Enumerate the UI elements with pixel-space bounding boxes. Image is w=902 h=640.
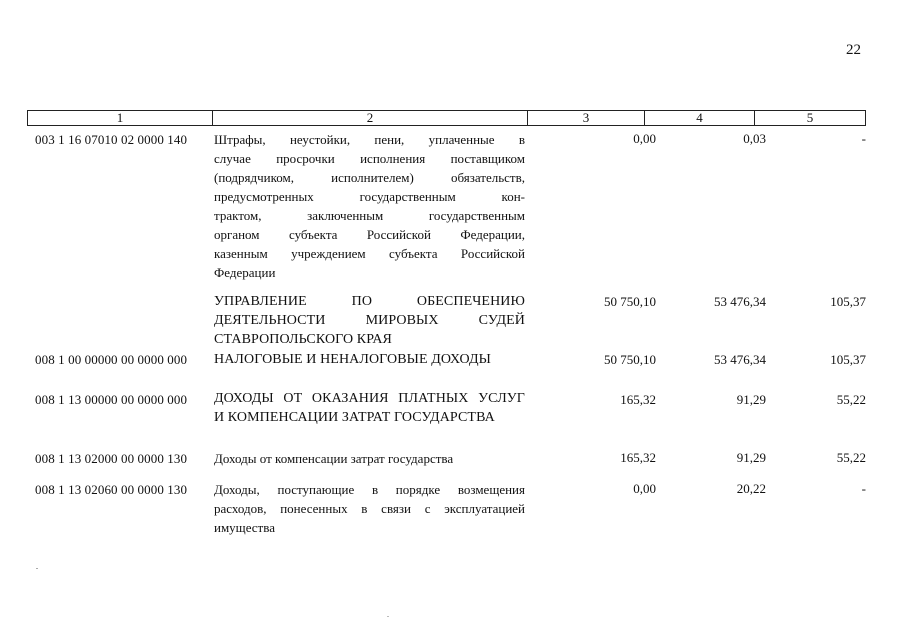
value-col-3: 0,00 [633,481,656,496]
description-line: СТАВРОПОЛЬСКОГО КРАЯ [214,332,392,347]
description-line: ДОХОДЫ ОТ ОКАЗАНИЯ ПЛАТНЫХ УСЛУГ [214,391,525,406]
description-line: органом субъекта Российской Федерации, [214,227,525,242]
header-col-4: 4 [645,111,755,125]
budget-code: 008 1 13 00000 00 0000 000 [35,392,188,407]
value-col-4: 20,22 [736,481,766,496]
row-description [214,449,525,468]
row-description [214,480,525,537]
description-line: ДЕЯТЕЛЬНОСТИ МИРОВЫХ СУДЕЙ [214,313,525,328]
description-line: случае просрочки исполнения поставщиком [214,151,525,166]
budget-code: 008 1 13 02060 00 0000 130 [35,482,188,497]
scan-speck [36,568,38,569]
budget-code: 003 1 16 07010 02 0000 140 [35,132,188,147]
page-number: 22 [846,42,861,58]
value-col-5: 105,37 [830,294,866,309]
description-line: Федерации [214,265,276,280]
description-line: И КОМПЕНСАЦИИ ЗАТРАТ ГОСУДАРСТВА [214,410,495,425]
description-line: Доходы, поступающие в порядке возмещения [214,482,525,497]
value-col-5: 105,37 [830,352,866,367]
row-description [214,389,525,427]
description-line: имущества [214,520,275,535]
value-col-3: 50 750,10 [604,352,656,367]
value-col-5: - [861,131,866,146]
value-col-5: 55,22 [836,450,866,465]
description-line: Доходы от компенсации затрат государства [214,451,454,466]
budget-code: 008 1 13 02000 00 0000 130 [35,451,188,466]
description-line: НАЛОГОВЫЕ И НЕНАЛОГОВЫЕ ДОХОДЫ [214,352,491,367]
row-description [214,350,525,369]
value-col-4: 53 476,34 [714,294,766,309]
description-line: расходов, понесенных в связи с эксплуатацией [214,501,525,516]
description-line: предусмотренных государственным кон- [214,189,525,204]
value-col-5: 55,22 [836,392,866,407]
header-col-3: 3 [528,111,645,125]
value-col-3: 165,32 [620,392,656,407]
value-col-4: 0,03 [743,131,766,146]
value-col-4: 91,29 [736,392,766,407]
scan-speck [387,616,389,617]
header-col-2: 2 [213,111,528,125]
budget-code: 008 1 00 00000 00 0000 000 [35,352,188,367]
description-line: (подрядчиком, исполнителем) обязательств, [214,170,525,185]
value-col-3: 165,32 [620,450,656,465]
value-col-4: 91,29 [736,450,766,465]
table-header [27,110,866,126]
header-col-1: 1 [28,111,213,125]
value-col-5: - [861,481,866,496]
description-line: УПРАВЛЕНИЕ ПО ОБЕСПЕЧЕНИЮ [214,294,525,309]
row-description [214,292,525,349]
value-col-3: 50 750,10 [604,294,656,309]
description-line: Штрафы, неустойки, пени, уплаченные в [214,132,525,147]
value-col-3: 0,00 [633,131,656,146]
header-col-5: 5 [806,110,814,125]
description-line: казенным учреждением субъекта Российской [214,246,525,261]
value-col-4: 53 476,34 [714,352,766,367]
description-line: трактом, заключенным государственным [214,208,525,223]
row-description [214,130,525,282]
